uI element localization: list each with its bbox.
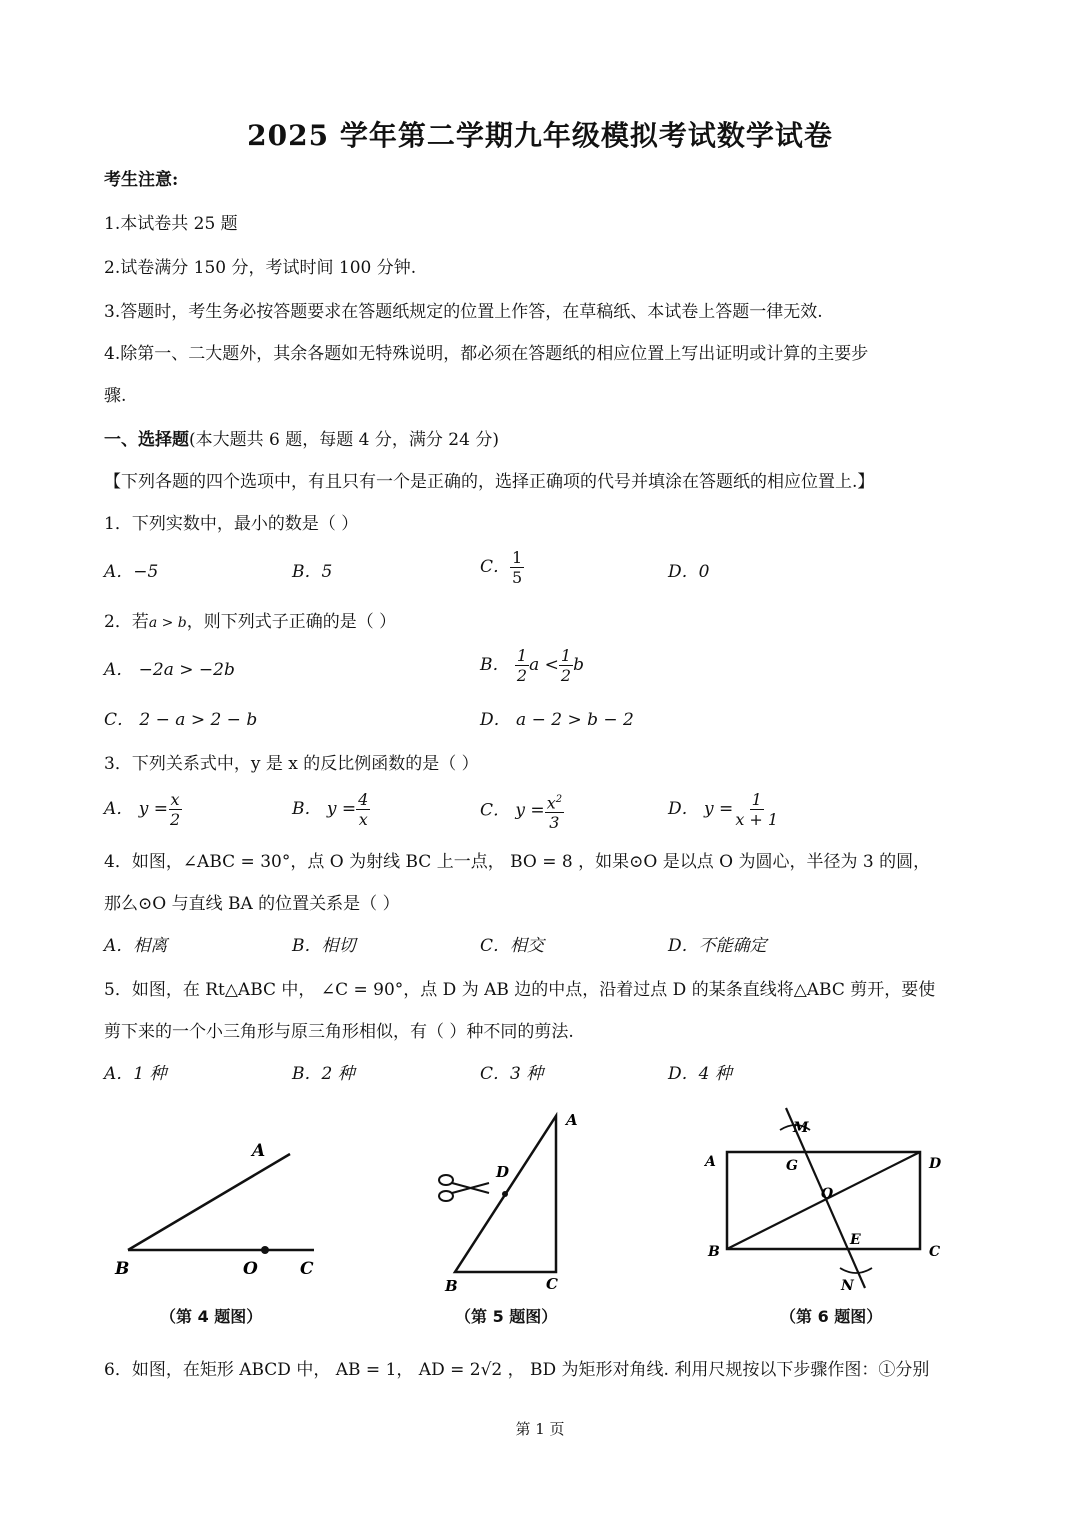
- q3-c-label: C．: [480, 800, 511, 821]
- q3-d-label: D．: [668, 799, 699, 819]
- page-footer: 第 1 页: [515, 1420, 565, 1438]
- q3-b-den: x: [358, 810, 368, 829]
- q2-b-label: B．: [480, 655, 510, 675]
- fig6-label-g: G: [786, 1158, 798, 1174]
- notice-item-4: 4.除第一、二大题外，其余各题如无特殊说明，都必须在答题纸的相应位置上写出证明或计算的主要步: [104, 344, 869, 364]
- fig6-label-n: N: [841, 1278, 854, 1294]
- q3-c-lhs: y =: [515, 800, 545, 821]
- q2-option-b: [480, 646, 584, 685]
- fig5-point-d: [502, 1191, 508, 1197]
- fig6-label-a: A: [705, 1154, 716, 1170]
- q2-b-num2: 1: [560, 646, 572, 665]
- notice-item-1: 1.本试卷共 25 题: [104, 214, 238, 234]
- notice-item-3: 3.答题时，考生务必按答题要求在答题纸规定的位置上作答，在草稿纸、本试卷上答题一律无效.: [104, 302, 823, 322]
- q2-option-d: D． a − 2 > b − 2: [480, 710, 634, 730]
- figure-5: [425, 1105, 595, 1300]
- fig6-label-c: C: [929, 1244, 941, 1260]
- q3-a-den: 2: [169, 810, 181, 829]
- q3-a-lhs: y =: [138, 799, 168, 819]
- q2-option-c: C． 2 − a > 2 − b: [104, 710, 258, 730]
- fig6-caption: （第 6 题图）: [780, 1307, 883, 1326]
- q2-stem-math: a > b: [148, 615, 187, 631]
- q2-b-mid: a <: [529, 655, 559, 675]
- q3-b-fraction: [356, 790, 370, 829]
- q4-line-1: 4．如图，∠ABC = 30°，点 O 为射线 BC 上一点， BO = 8 ，如果⊙O 是以点 O 为圆心，半径为 3 的圆，: [104, 852, 931, 872]
- section1-desc: (本大题共 6 题，每题 4 分，满分 24 分): [189, 430, 499, 450]
- scissors-icon: [439, 1175, 489, 1201]
- q3-b-label: B．: [292, 799, 322, 819]
- page-title: 2025 学年第二学期九年级模拟考试数学试卷: [247, 119, 833, 152]
- q5-option-d: D．4 种: [668, 1064, 732, 1084]
- q3-b-lhs: y =: [326, 799, 357, 819]
- q2-b-den1: 2: [516, 666, 528, 685]
- fig4-label-b: B: [115, 1259, 130, 1279]
- q1-option-a: A．−5: [104, 562, 159, 582]
- fig5-label-a: A: [566, 1111, 578, 1129]
- notice-heading: 考生注意:: [104, 170, 179, 190]
- fig4-label-o: O: [243, 1259, 258, 1279]
- q2-stem-pre: 2．若: [104, 612, 149, 632]
- q3-a-label: A．: [104, 799, 134, 819]
- figure-6: [700, 1100, 960, 1300]
- q3-a-num: x: [170, 790, 180, 809]
- q1-option-b: B．5: [292, 562, 333, 582]
- q3-a-fraction: [168, 790, 182, 829]
- q2-b-fraction-2: [559, 646, 573, 685]
- fig6-label-d: D: [929, 1156, 942, 1172]
- q2-option-a: A． −2a > −2b: [104, 660, 235, 680]
- fig6-label-b: B: [708, 1244, 720, 1260]
- q5-line-2: 剪下来的一个小三角形与原三角形相似，有（ ）种不同的剪法.: [104, 1022, 574, 1042]
- q2-b-fraction-1: [515, 646, 529, 685]
- q5-option-a: A．1 种: [104, 1064, 167, 1084]
- fig5-label-c: C: [546, 1275, 558, 1293]
- q2-b-end: b: [573, 655, 584, 675]
- q3-c-sup: 2: [555, 794, 563, 805]
- section1-heading: 一、选择题: [104, 430, 189, 450]
- fig5-label-b: B: [445, 1277, 458, 1295]
- q3-d-lhs: y =: [704, 799, 734, 819]
- notice-item-2: 2.试卷满分 150 分，考试时间 100 分钟.: [104, 258, 417, 278]
- q5-option-b: B．2 种: [292, 1064, 355, 1084]
- q2-stem-post: ，则下列式子正确的是（ ）: [186, 612, 397, 632]
- q3-stem: 3．下列关系式中，y 是 x 的反比例函数的是（ ）: [104, 754, 479, 774]
- q2-b-den2: 2: [560, 666, 572, 685]
- fig4-label-a: A: [252, 1141, 266, 1161]
- q1-option-c: [480, 548, 524, 587]
- fig6-label-m: M: [793, 1120, 809, 1136]
- q5-option-c: C．3 种: [480, 1064, 544, 1084]
- q1-c-label: C．: [480, 557, 511, 577]
- fig6-label-o: O: [821, 1186, 834, 1202]
- q3-c-num-wrap: [545, 790, 564, 813]
- q3-c-den: 3: [549, 813, 560, 833]
- fig4-ray-ba: [128, 1154, 290, 1250]
- q2-stem: [104, 610, 396, 635]
- q3-option-d: [668, 790, 780, 829]
- fig6-label-e: E: [850, 1232, 861, 1248]
- q5-line-1: 5．如图，在 Rt△ABC 中， ∠C = 90°，点 D 为 AB 边的中点，沿着过点 D 的某条直线将△ABC 剪开，要使: [104, 980, 936, 1000]
- q3-option-b: [292, 790, 370, 829]
- q2-b-num1: 1: [516, 646, 528, 665]
- q3-d-fraction: [733, 790, 780, 829]
- fig4-caption: （第 4 题图）: [160, 1307, 263, 1326]
- q4-option-d: D．不能确定: [668, 936, 767, 956]
- q3-option-a: [104, 790, 182, 829]
- q1-stem: 1．下列实数中，最小的数是（ ）: [104, 514, 359, 534]
- q4-option-c: C．相交: [480, 936, 545, 956]
- q1-c-num: 1: [512, 548, 523, 567]
- q3-d-num: 1: [751, 790, 762, 809]
- fig5-caption: （第 5 题图）: [455, 1307, 558, 1326]
- q3-c-fraction: [545, 790, 564, 832]
- fig5-label-d: D: [496, 1163, 510, 1181]
- q3-d-den: x + 1: [735, 810, 779, 829]
- fig4-point-o: [261, 1246, 269, 1254]
- section1-header: [104, 428, 499, 452]
- q1-c-fraction: [510, 548, 524, 587]
- section1-instruction: 【下列各题的四个选项中，有且只有一个是正确的，选择正确项的代号并填涂在答题纸的相应位置上.】: [104, 472, 875, 492]
- notice-item-4-cont: 骤.: [104, 386, 127, 406]
- q3-option-c: [480, 790, 564, 832]
- q3-c-num: x: [546, 793, 556, 813]
- q4-line-2: 那么⊙O 与直线 BA 的位置关系是（ ）: [104, 894, 400, 914]
- q1-option-d: D．0: [668, 562, 710, 582]
- q3-b-num: 4: [358, 790, 369, 809]
- q4-option-b: B．相切: [292, 936, 356, 956]
- q1-c-den: 5: [512, 568, 523, 587]
- q6-line-1: 6．如图，在矩形 ABCD 中， AB = 1， AD = 2√2 ， BD 为矩形对角线. 利用尺规按以下步骤作图：①分别: [104, 1360, 930, 1380]
- figure-4: [100, 1130, 340, 1290]
- q4-option-a: A．相离: [104, 936, 168, 956]
- fig4-label-c: C: [300, 1259, 314, 1279]
